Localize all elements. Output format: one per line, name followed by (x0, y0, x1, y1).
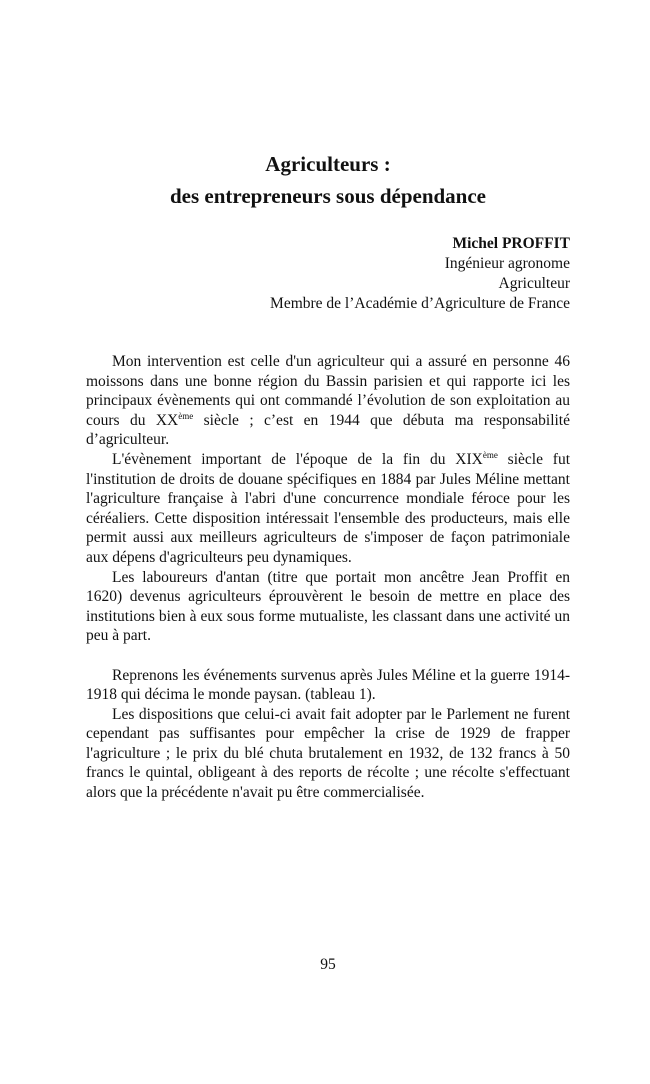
author-role-academy: Membre de l’Académie d’Agriculture de France (270, 295, 570, 312)
paragraph-1 (86, 352, 570, 450)
paragraph-1-text-a: Mon intervention est celle d'un agriculteur qui a assuré en personne 46 moissons dans une bonne région du Bassin parisien et qui rapporte ici les principaux évènements qui ont commandé l’évolution de son exploitation au cours du XX (86, 353, 570, 429)
title-line-2: des entrepreneurs sous dépendance (170, 184, 486, 208)
author-role-farmer: Agriculteur (498, 275, 570, 292)
article-title (86, 148, 570, 212)
article-body (86, 352, 570, 803)
page-number: 95 (320, 956, 336, 973)
author-role-engineer: Ingénieur agronome (444, 255, 570, 272)
paragraph-1-text-b: siècle ; c’est en 1944 que débuta ma responsabilité d’agriculteur. (86, 411, 570, 449)
paragraph-2-superscript: ème (482, 449, 498, 460)
paragraph-2-text-a: L'évènement important de l'époque de la fin du XIX (112, 450, 483, 468)
paragraph-4: Reprenons les événements survenus après Jules Méline et la guerre 1914-1918 qui décima le monde paysan. (tableau 1). (86, 666, 570, 704)
author-name: Michel PROFFIT (452, 235, 570, 252)
paragraph-2-text-b: siècle fut l'institution de droits de douane spécifiques en 1884 par Jules Méline mettant l'agriculture française à l'abri d'une concurrence mondiale féroce pour les céréaliers. Cette disposition intéressait l'ensemble des producteurs, mais elle permit aussi aux meilleurs agriculteurs de s'imposer de façon patrimoniale aux dépens d'agriculteurs peu dynamiques. (86, 450, 570, 566)
author-block (270, 234, 570, 314)
paragraph-1-superscript: ème (178, 410, 194, 421)
document-page (86, 0, 570, 1084)
paragraph-2 (86, 450, 570, 568)
title-line-1: Agriculteurs : (265, 152, 391, 176)
paragraph-5: Les dispositions que celui-ci avait fait adopter par le Parlement ne furent cependant pas suffisantes pour empêcher la crise de 1929 de frapper l'agriculture ; le prix du blé chuta brutalement en 1932, de 132 francs à 50 francs le quintal, obligeant à des reports de récolte ; une récolte s'effectuant alors que la précédente n'avait pu être commercialisée. (86, 705, 570, 802)
paragraph-3: Les laboureurs d'antan (titre que portait mon ancêtre Jean Proffit en 1620) devenus agriculteurs éprouvèrent le besoin de mettre en place des institutions bien à eux sous forme mutualiste, les classant dans une activité un peu à part. (86, 568, 570, 645)
